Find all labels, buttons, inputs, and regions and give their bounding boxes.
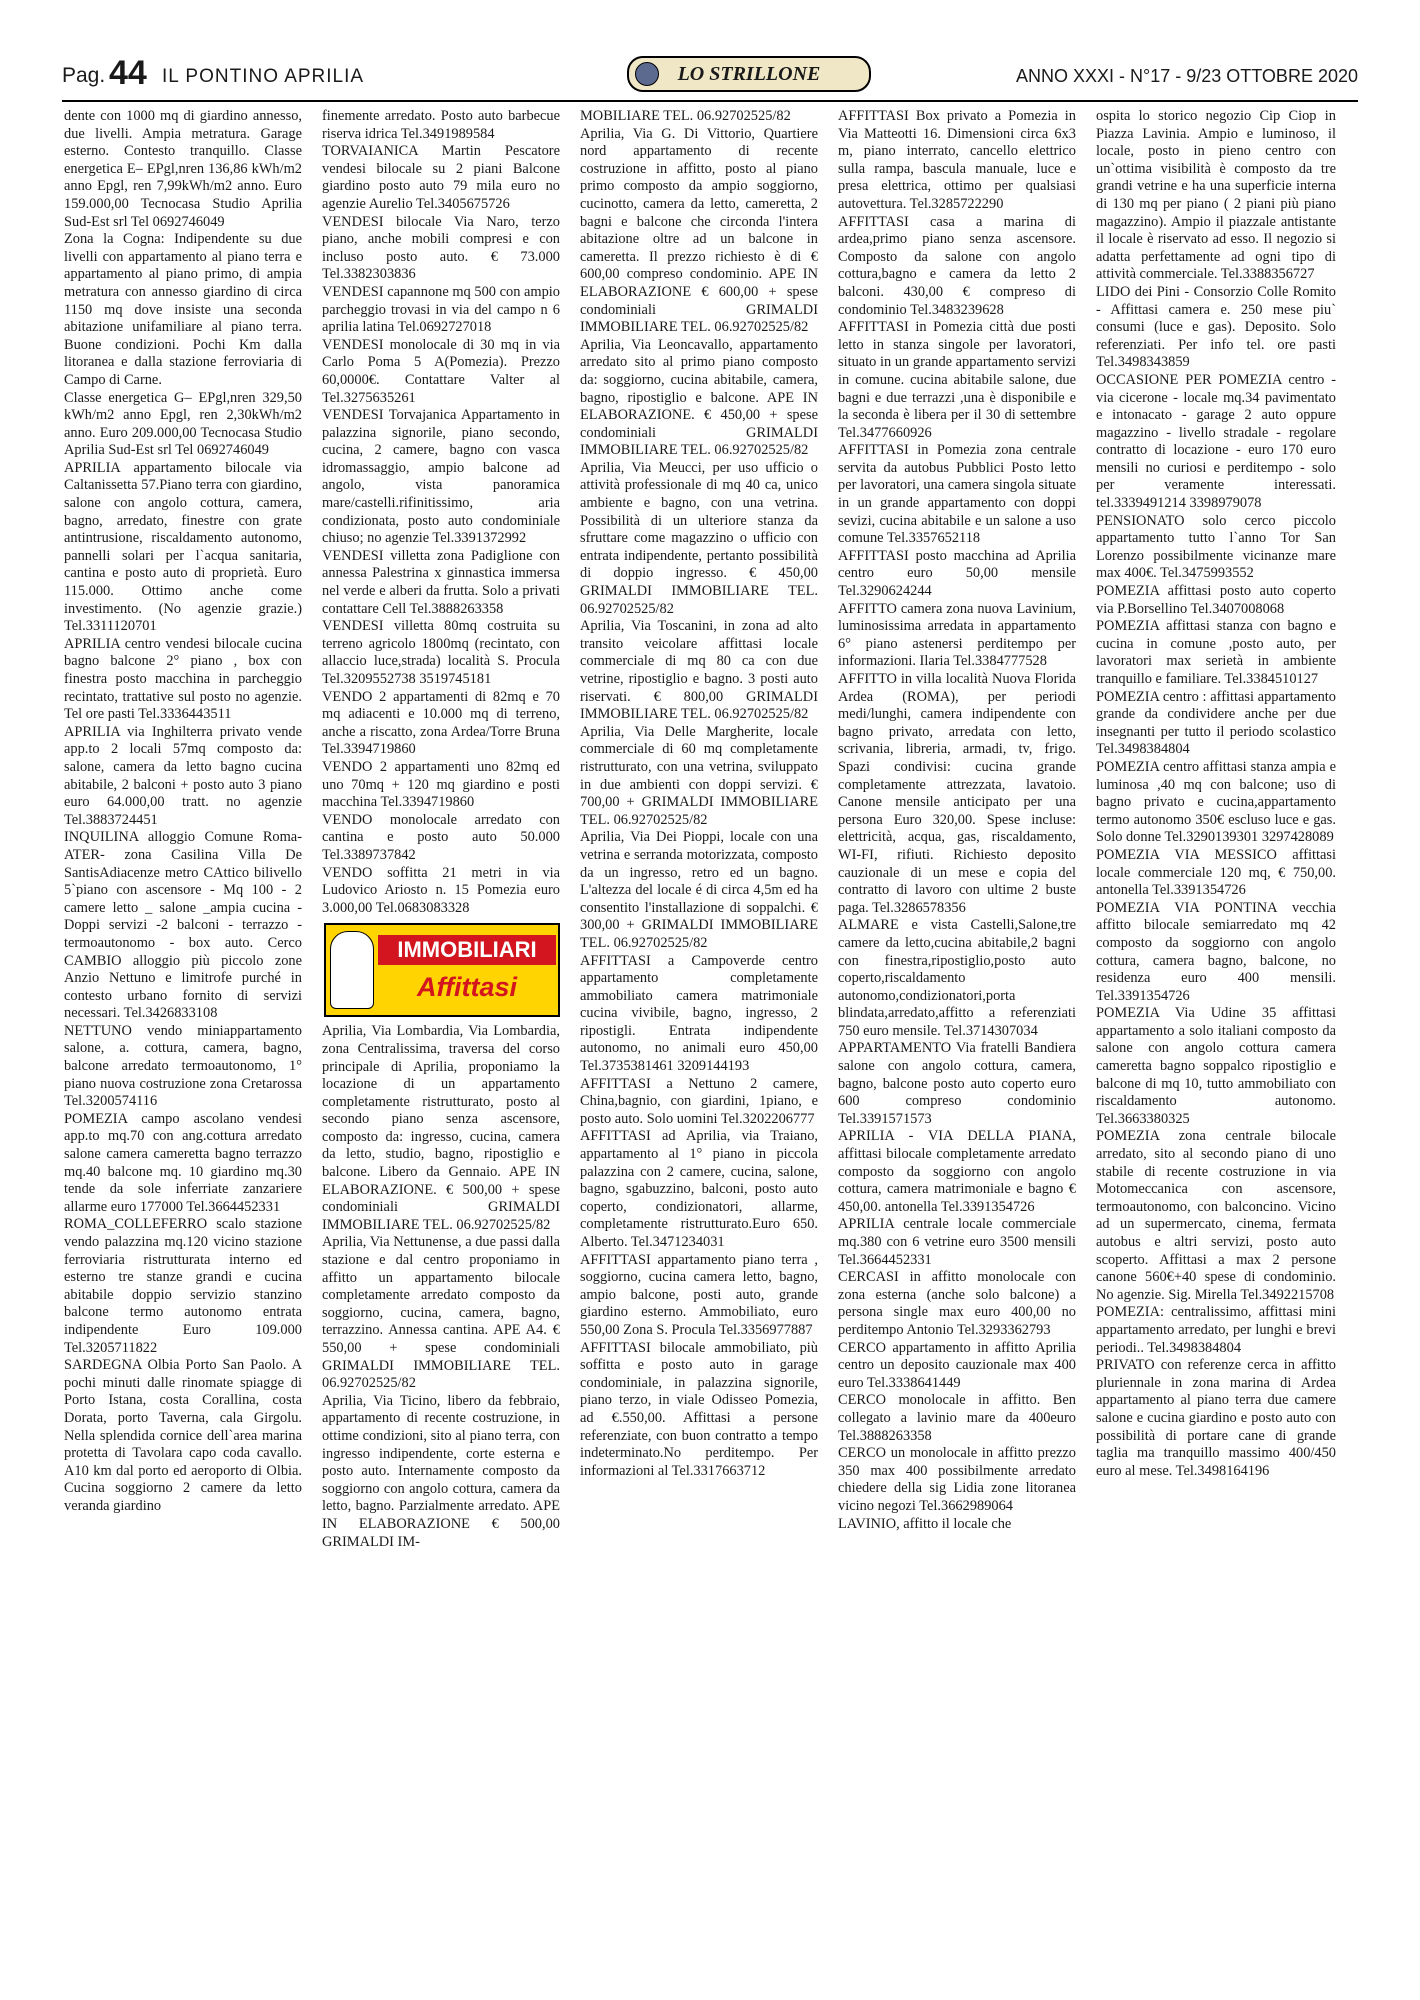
ad-text: APPARTAMENTO Via fratelli Bandiera salone con angolo cottura, camera, bagno, balcone posto auto coperto euro 600 compreso condominio Tel.3391571573	[838, 1040, 1076, 1127]
ad-text: POMEZIA VIA PONTINA vecchia affitto bilocale semiarredato mq 42 composto da soggiorno con angolo cottura, camera bagno, balcone, no residenza euro 400 mensili. Tel.3391354726	[1096, 899, 1336, 1004]
ad-text: VENDO soffitta 21 metri in via Ludovico Ariosto n. 15 Pomezia euro 3.000,00 Tel.0683083328	[322, 864, 560, 916]
ad-text: PENSIONATO solo cerco piccolo appartamento tutto l`anno Tor San Lorenzo possibilmente vicinanze mare max 400€. Tel.3475993552	[1096, 512, 1336, 582]
ad-text: AFFITTASI in Pomezia città due posti letto in stanza singole per lavoratori, situato in un grande appartamento servizi in comune. cucina abitabile salone, due bagni e due terrazzi ,una è disponibile e la seconda è libera per il 30 di settembre Tel.3477660926	[838, 319, 1076, 441]
ad-text: POMEZIA Via Udine 35 affittasi appartamento a solo italiani composto da salone con angolo cottura camera cameretta bagno soppalco ripostiglio e balcone di mq 10, tutto ammobiliato con riscaldamento autonomo. Tel.3663380325	[1096, 1005, 1336, 1127]
column-5	[1096, 108, 1336, 1480]
ad-text: Zona la Cogna: Indipendente su due livelli con appartamento al piano terra e appartamento al piano primo, di ampia metratura con annesso giardino di circa 1150 mq dove insiste una seconda abitazione unifamiliare al piano terra. Buone condizioni. Pochi Km dalla litoranea e dalla stazione ferroviaria di Campo di Carne.	[64, 231, 302, 388]
ad-text: POMEZIA centro : affittasi appartamento grande da condividere anche per due insegnanti per tutto il periodo scolastico Tel.3498384804	[1096, 688, 1336, 758]
ad-text: AFFITTASI ad Aprilia, via Traiano, appartamento al 1° piano in piccola palazzina con 2 camere, cucina, salone, bagno, sgabuzzino, balconi, posto auto coperto, condizionatori, allarme, completamente ristrutturato.Euro 650. Alberto. Tel.3471234031	[580, 1128, 818, 1250]
ad-text: POMEZIA VIA MESSICO affittasi locale commerciale 120 mq, € 750,00. antonella Tel.3391354726	[1096, 846, 1336, 899]
ad-text: AFFITTASI bilocale ammobiliato, più soffitta e posto auto in garage condominiale, in palazzina signorile, piano terzo, in viale Odisseo Pomezia, ad €.550,00. Affittasi a persone referenziate, con buon contratto a tempo indeterminato.No perditempo. Per informazioni al Tel.3317663712	[580, 1339, 818, 1479]
ad-text: Aprilia, Via Toscanini, in zona ad alto transito veicolare affittasi locale commerciale di mq 80 ca con due vetrine, ripostiglio e bagno. 3 posti auto riservati. € 800,00 GRIMALDI IMMOBILIARE TEL. 06.92702525/82	[580, 618, 818, 723]
ad-text: CERCO appartamento in affitto Aprilia centro un deposito cauzionale max 400 euro Tel.3338641449	[838, 1339, 1076, 1391]
ad-text: VENDESI bilocale Via Naro, terzo piano, anche mobili compresi e con incluso posto auto. € 73.000 Tel.3382303836	[322, 213, 560, 283]
ad-text: POMEZIA affittasi posto auto coperto via P.Borsellino Tel.3407008068	[1096, 583, 1336, 617]
ad-text: MOBILIARE TEL. 06.92702525/82	[580, 108, 791, 124]
logo-text: LO STRILLONE	[677, 63, 821, 85]
ad-text: CERCO un monolocale in affitto prezzo 350 max 400 possibilmente arredato chiedere della sig Lidia zone litoranea vicino negozi Tel.3662989064	[838, 1445, 1076, 1514]
ad-text: AFFITTASI in Pomezia zona centrale servita da autobus Pubblici Posto letto per lavoratori, una camera singola situate in un grande appartamento con doppi sevizi, cucina abitabile e un salone a uso comune Tel.3357652118	[838, 442, 1076, 547]
page-number: 44	[109, 54, 147, 92]
newspaper-name: IL PONTINO APRILIA	[162, 66, 365, 87]
ad-text: NETTUNO vendo miniappartamento salone, a. cottura, camera, bagno, balcone arredato termoautonomo, 1° piano nuova costruzione zona Cretarossa Tel.3200574116	[64, 1022, 302, 1110]
ad-text: ALMARE e vista Castelli,Salone,tre camere da letto,cucina abitabile,2 bagni con finestra,ripostiglio,posto auto coperto,riscaldamento autonomo,condizionatori,porta blindata,arredato,affitto a referenziati 750 euro mensile. Tel.3714307034	[838, 917, 1076, 1039]
lo-strillone-logo	[627, 56, 871, 92]
ad-text: Aprilia, Via Nettunense, a due passi dalla stazione e dal centro proponiamo in affitto un appartamento bilocale completamente arredato composto da soggiorno, cucina, camera, bagno, terrazzino. Annessa cantina. APE A4. € 550,00 + spese condominiali GRIMALDI IMMOBILIARE TEL. 06.92702525/82	[322, 1234, 560, 1392]
ad-text: dente con 1000 mq di giardino annesso, due livelli. Ampia metratura. Garage esterno. Contesto tranquillo. Classe energetica E– EPgl,nren 136,86 kWh/m2 anno Epgl, ren 7,99kWh/m2 anno. Euro 159.000,00 Tecnocasa Studio Aprilia Sud-Est srl Tel 0692746049	[64, 108, 302, 230]
issue-info: ANNO XXXI - N°17 - 9/23 OTTOBRE 2020	[1016, 66, 1358, 86]
ad-text: Classe energetica G– EPgl,nren 329,50 kWh/m2 anno Epgl, ren 2,30kWh/m2 anno. Euro 209.000,00 Tecnocasa Studio Aprilia Sud-Est srl Tel 0692746049	[64, 389, 302, 459]
ad-text: INQUILINA alloggio Comune Roma-ATER- zona Casilina Villa De SantisAdiacenze metro CAttico bilivello 5`piano con ascensore - Mq 100 - 2 camere letto _ salone _ampia cucina - Doppi servizi -2 balconi - terrazzo - termoautonomo - box auto. Cerco CAMBIO alloggio più piccolo zone Anzio Nettuno e limitrofe purché in contesto urbano fornito di servizi necessari. Tel.3426833108	[64, 829, 302, 1022]
page-label: Pag.	[62, 64, 106, 87]
ad-text: POMEZIA affittasi stanza con bagno e cucina in comune ,posto auto, per lavoratori max serietà in ambiente tranquillo e familiare. Tel.3384510127	[1096, 618, 1336, 687]
logo-mascot-icon	[635, 62, 659, 86]
ad-text: Aprilia, Via Delle Margherite, locale commerciale di 60 mq completamente ristrutturato, con una vetrina, sviluppato in due ambienti con doppi servizi. € 700,00 + GRIMALDI IMMOBILIARE TEL. 06.92702525/82	[580, 723, 818, 828]
ad-text: POMEZIA zona centrale bilocale arredato, sito al secondo piano di uno stabile di recente costruzione in via Motomeccanica con ascensore, termoautonomo, con balconcino. Vicino ad un supermercato, cinema, fermata autobus e altri servizi, posto auto scoperto. Affittasi a max 2 persone canone 560€+40 spese di condominio. No agenzie. Sig. Mirella Tel.3492215708	[1096, 1128, 1336, 1303]
ad-text: VENDESI monolocale di 30 mq in via Carlo Poma 5 A(Pomezia). Prezzo 60,0000€. Contattare Valter al Tel.3275635261	[322, 336, 560, 406]
ad-text: ospita lo storico negozio Cip Ciop in Piazza Lavinia. Ampio e luminoso, il locale, posto in pieno centro con un`ottima visibilità è composto da tre grandi vetrine e ha una superficie interna di 130 mq per piano ( 2 piani più piano magazzino). Ampio il piazzale antistante il locale è riservato ad esso. Il negozio si adatta perfettamente ad ogni tipo di attività commerciale. Tel.3388356727	[1096, 108, 1336, 283]
ad-text: Aprilia, Via Dei Pioppi, locale con una vetrina e serranda motorizzata, composto da un ingresso, retro ed un bagno. L'altezza del locale é di circa 4,5m ed ha consentito l'installazione di soppalchi. € 300,00 + GRIMALDI IMMOBILIARE TEL. 06.92702525/82	[580, 829, 818, 951]
ad-text: Aprilia, Via Leoncavallo, appartamento arredato sito al primo piano composto da: soggiorno, cucina abitabile, camera, bagno, ripostiglio e balcone. APE IN ELABORAZIONE. € 450,00 + spese condominiali GRIMALDI IMMOBILIARE TEL. 06.92702525/82	[580, 336, 818, 459]
ad-text: VENDESI villetta zona Padiglione con annessa Palestrina x ginnastica immersa nel verde e alberi da frutta. Solo a privati contattare Cell Tel.3888263358	[322, 547, 560, 617]
ad-text: AFFITTO camera zona nuova Lavinium, luminosissima arredata in appartamento 6° piano astenersi perditempo per informazioni. Ilaria Tel.3384777528	[838, 600, 1076, 670]
ad-text: Aprilia, Via Lombardia, Via Lombardia, zona Centralissima, traversa del corso principale di Aprilia, proponiamo la locazione di un appartamento completamente ristrutturato, posto al secondo piano senza ascensore, composto da: ingresso, cucina, camera da letto, studio, bagno, ripostiglio e balcone. Libero da Gennaio. APE IN ELABORAZIONE. € 500,00 + spese condominiali GRIMALDI IMMOBILIARE TEL. 06.92702525/82	[322, 1023, 560, 1233]
page-header	[62, 54, 1358, 102]
ad-text: finemente arredato. Posto auto barbecue riserva idrica Tel.3491989584	[322, 108, 560, 142]
ad-text: VENDO 2 appartamenti uno 82mq ed uno 70mq + 120 mq giardino e posti macchina Tel.3394719860	[322, 758, 560, 811]
ad-text: APRILIA - VIA DELLA PIANA, affittasi bilocale completamente arredato composto da soggiorno con angolo cottura, camera matrimoniale e bagno € 450,00. antonella Tel.3391354726	[838, 1128, 1076, 1215]
newsboy-illustration-icon	[330, 931, 374, 1009]
column-4	[838, 108, 1076, 1533]
ad-text: VENDESI villetta 80mq costruita su terreno agricolo 1800mq (recintato, con allaccio luce,strada) località S. Procula Tel.3209552738 3519745181	[322, 618, 560, 687]
column-3	[580, 108, 818, 1480]
ad-text: POMEZIA centro affittasi stanza ampia e luminosa ,40 mq con balcone; uso di bagno privato e cucina,appartamento termo autonomo 350€ escluso luce e gas. Solo donne Tel.3290139301 3297428089	[1096, 758, 1336, 846]
ad-text: VENDESI Torvajanica Appartamento in palazzina signorile, piano secondo, cucina, 2 camere, bagno con vasca idromassaggio, ampio balcone ad angolo, vista panoramica mare/castelli.rifinitissimo, aria condizionata, posto auto condominiale chiuso; no agenzie Tel.3391372992	[322, 407, 560, 547]
column-1	[64, 108, 302, 1516]
immobiliari-affittasi-banner	[324, 923, 560, 1017]
banner-title: IMMOBILIARI	[378, 935, 556, 965]
ad-text: AFFITTASI Box privato a Pomezia in Via Matteotti 16. Dimensioni circa 6x3 m, piano interrato, cancello elettrico sulla rampa, bascula manuale, luce e presa elettrica, ottimo per qualsiasi autovettura. Tel.3285722290	[838, 108, 1076, 212]
ad-text: Aprilia, Via G. Di Vittorio, Quartiere nord appartamento di recente costruzione in affitto, posto al piano primo composto da ampio soggiorno, cucinotto, camera da letto, cameretta, 2 bagni e balcone che circonda l'intera abitazione oltre ad un balcone in cameretta. Il prezzo richiesto è di € 600,00 compreso condominio. APE IN ELABORAZIONE € 600,00 + spese condominiali GRIMALDI IMMOBILIARE TEL. 06.92702525/82	[580, 125, 818, 336]
ad-text: OCCASIONE PER POMEZIA centro - via cicerone - locale mq.34 pavimentato e intonacato - garage 2 auto oppure magazzino - livello stradale - regolare contratto di locazione - euro 170 euro mensili no curiosi e perditempo - solo per veramente interessati. tel.3339491214 3398979078	[1096, 371, 1336, 512]
ad-text: ROMA_COLLEFERRO scalo stazione vendo palazzina mq.120 vicino stazione ferroviaria ristrutturata interno ed esterno tre stanze grandi e cucina abitabile doppio servizio stanzino balcone termo autonomo entrata indipendente Euro 109.000 Tel.3205711822	[64, 1216, 302, 1356]
ad-text: APRILIA via Inghilterra privato vende app.to 2 locali 57mq composto da: salone, camera da letto bagno cucina abitabile, 2 balconi + posto auto 3 piano euro 64.000,00 tratt. no agenzie Tel.3883724451	[64, 723, 302, 828]
ad-text: AFFITTASI a Nettuno 2 camere, China,bagnio, con giardini, 1piano, e posto auto. Solo uomini Tel.3202206777	[580, 1075, 818, 1127]
ad-text: APRILIA appartamento bilocale via Caltanissetta 57.Piano terra con giardino, salone con angolo cottura, camera, bagno, arredato, finestre con grate antintrusione, riscaldamento autonomo, pannelli solari per l`acqua sanitaria, cantina e posto auto di proprietà. Euro 115.000. Ottimo anche come investimento. (No agenzie grazie.) Tel.3311120701	[64, 459, 302, 635]
ad-text: AFFITTASI casa a marina di ardea,primo piano senza ascensore. Composto da salone con angolo cottura,bagno e camera da letto 2 balconi. 430,00 € compreso di condominio Tel.3483239628	[838, 213, 1076, 318]
ad-text: Aprilia, Via Ticino, libero da febbraio, appartamento di recente costruzione, in ottime condizioni, sito al piano terra, con ingresso indipendente, corte esterna e posto auto. Internamente composto da soggiorno con angolo cottura, camera da letto, bagno. Parzialmente arredato. APE IN ELABORAZIONE € 500,00 GRIMALDI IM-	[322, 1392, 560, 1550]
ad-text: Aprilia, Via Meucci, per uso ufficio o attività professionale di mq 40 ca, unico ambiente e bagno, con una vetrina. Possibilità di un ulteriore stanza da sfruttare come magazzino o ufficio con entrata indipendente, pertanto possibilità di doppio ingresso. € 450,00 GRIMALDI IMMOBILIARE TEL. 06.92702525/82	[580, 459, 818, 617]
ad-text: CERCO monolocale in affitto. Ben collegato a lavinio mare da 400euro Tel.3888263358	[838, 1392, 1076, 1444]
ad-text: LAVINIO, affitto il locale che	[838, 1515, 1012, 1532]
ad-text: PRIVATO con referenze cerca in affitto pluriennale in zona marina di Ardea appartamento al piano terra due camere salone e cucina giardino e posto auto con possibilità di portare cane di grande taglia ma tranquillo massimo 400/450 euro al mese. Tel.3498164196	[1096, 1357, 1336, 1479]
ad-text: AFFITTO in villa località Nuova Florida Ardea (ROMA), per periodi medi/lunghi, camera indipendente con bagno privato, arredata con letto, scrivania, libreria, armadi, tv, frigo. Spazi condivisi: cucina grande completamente attrezzata, lavatoio. Canone mensile anticipato per una persona Euro 320,00. Spese incluse: elettricità, acqua, gas, riscaldamento, WI-FI, rifiuti. Richiesto deposito cauzionale di un mese e copia del contratto di lavoro con ultime 2 buste paga. Tel.3286578356	[838, 671, 1076, 916]
ad-text: APRILIA centro vendesi bilocale cucina bagno balcone 2° piano , box con finestra posto macchina in parcheggio recintato, trattative sul posto no agenzie. Tel ore pasti Tel.3336443511	[64, 635, 302, 723]
ad-text: AFFITTASI appartamento piano terra , soggiorno, cucina camera letto, bagno, ampio balcone, posti auto, grande giardino esterno. Ammobiliato, euro 550,00 Zona S. Procula Tel.3356977887	[580, 1251, 818, 1338]
ad-text: CERCASI in affitto monolocale con zona esterna (anche solo balcone) a persona single max euro 400,00 no perditempo Antonio Tel.3293362793	[838, 1269, 1076, 1338]
ad-text: POMEZIA campo ascolano vendesi app.to mq.70 con ang.cottura arredato salone camera cameretta bagno terrazzo mq.40 balcone mq. 10 giardino mq.30 tende da sole inferriate zanzariere allarme euro 177000 Tel.3664452331	[64, 1110, 302, 1215]
column-2	[322, 108, 560, 1551]
ad-text: AFFITTASI posto macchina ad Aprilia centro euro 50,00 mensile Tel.3290624244	[838, 547, 1076, 600]
ad-text: VENDO 2 appartamenti di 82mq e 70 mq adiacenti e 10.000 mq di terreno, anche a riscatto, zona Ardea/Torre Bruna Tel.3394719860	[322, 688, 560, 758]
ad-text: VENDESI capannone mq 500 con ampio parcheggio trovasi in via del campo n 6 aprilia latina Tel.0692727018	[322, 283, 560, 336]
ad-text: TORVAIANICA Martin Pescatore vendesi bilocale su 2 piani Balcone giardino posto auto 79 mila euro no agenzie Aurelio Tel.3405675726	[322, 143, 560, 212]
ad-text: APRILIA centrale locale commerciale mq.380 con 6 vetrine euro 3500 mensili Tel.3664452331	[838, 1216, 1076, 1268]
banner-subtitle: Affittasi	[416, 972, 517, 1003]
ad-text: AFFITTASI a Campoverde centro appartamento completamente ammobiliato camera matrimoniale cucina vivibile, bagno, ingresso, 2 ripostigli. Entrata indipendente autonomo, no animali euro 450,00 Tel.3735381461 3209144193	[580, 952, 818, 1075]
ad-text: POMEZIA: centralissimo, affittasi mini appartamento arredato, per lunghi e brevi periodi.. Tel.3498384804	[1096, 1304, 1336, 1356]
ad-text: VENDO monolocale arredato con cantina e posto auto 50.000 Tel.3389737842	[322, 811, 560, 863]
ad-text: LIDO dei Pini - Consorzio Colle Romito - Affittasi camera e. 250 mese piu` consumi (luce e gas). Deposito. Solo referenziati. Per info tel. ore pasti Tel.3498343859	[1096, 283, 1336, 371]
ad-text: SARDEGNA Olbia Porto San Paolo. A pochi minuti dalle rinomate spiagge di Porto Istana, costa Corallina, costa Dorata, porto Taverna, cala Girgolu. Nella splendida cornice dell`area marina protetta di Tavolara capo coda cavallo. A10 km dal porto ed aeroporto di Olbia. Cucina soggiorno 2 camere da letto veranda giardino	[64, 1357, 302, 1514]
